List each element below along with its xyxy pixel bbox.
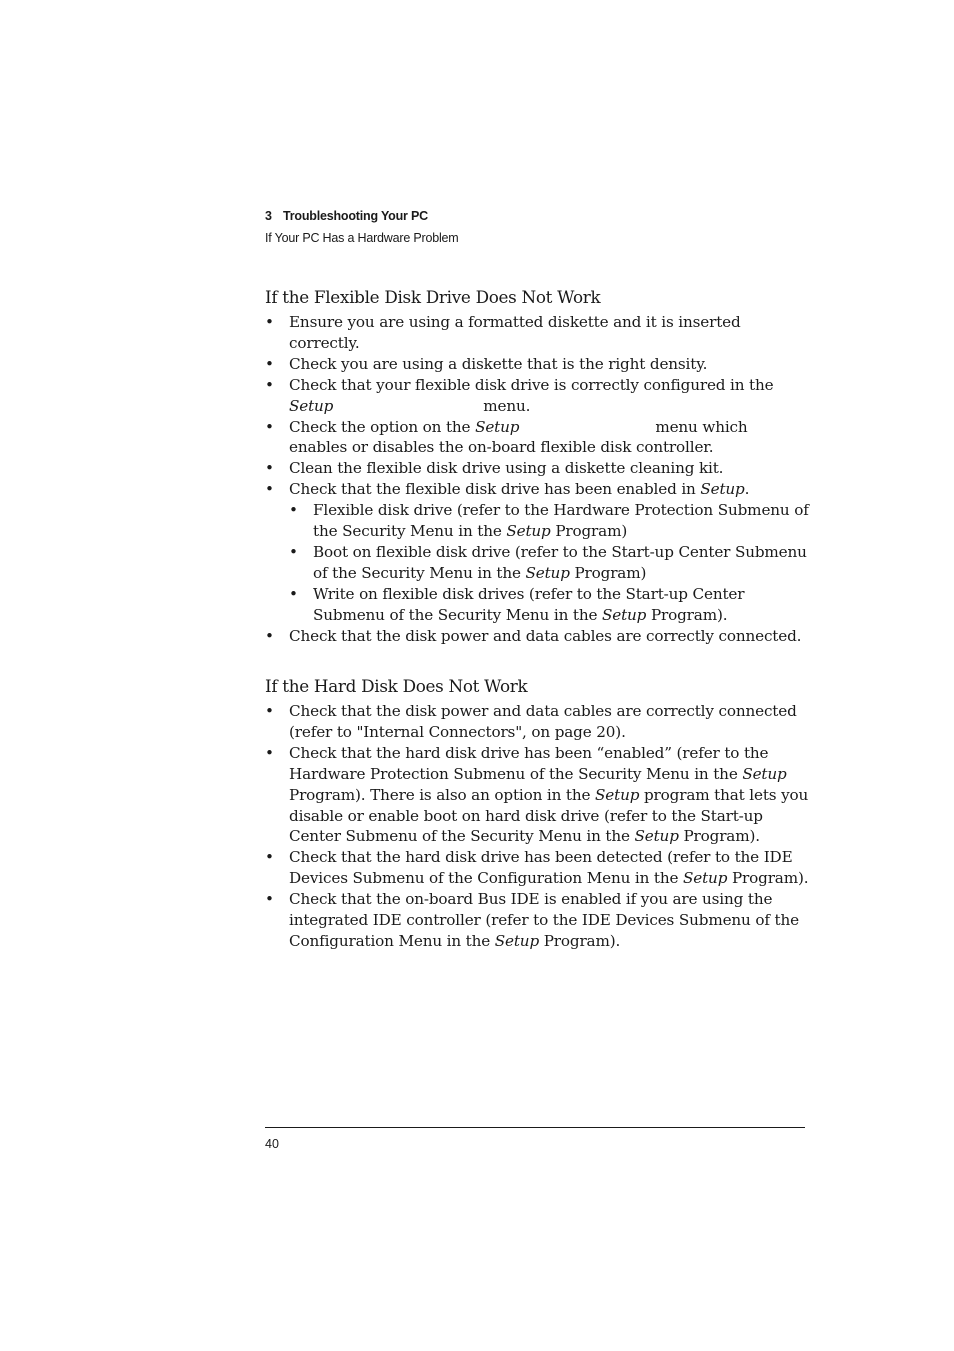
setup-term: Setup [475,417,520,436]
list-item: • Check that the on-board Bus IDE is enabled if you are using the integrated IDE controller (refer to the IDE Devices Submenu of the Configuration Menu in the Setup Program). [265,890,799,950]
setup-term: Setup [742,764,787,783]
setup-term: Setup [506,522,551,541]
running-header [265,206,459,248]
bullet: • [265,459,274,478]
setup-term: Setup [634,827,679,846]
bullet: • [265,890,274,909]
bullet: • [265,626,274,645]
setup-term: Setup [494,931,540,950]
list-item: • Check that the hard disk drive has been “enabled” (refer to the Hardware Protection Submenu of the Security Menu in the Setup Program). There is also an option in the Setup program that lets you disable or enable boot on hard disk drive (refer to the Start-up Center Submenu of the Security Menu in the Setup Program). [265,743,809,846]
bullet: • [265,743,274,762]
bullet: • [289,542,298,561]
bullet: • [289,501,298,520]
sub-list-item: • Flexible disk drive (refer to the Hardware Protection Submenu of the Security Menu in the Setup Program) [289,501,809,541]
footer-rule [265,1127,805,1128]
flexible-disk-heading: If the Flexible Disk Drive Does Not Work [265,287,601,307]
chapter-number: 3 [265,209,272,223]
bullet: • [265,313,274,331]
bullet: • [265,417,274,436]
hard-disk-list [265,701,810,952]
page-number: 40 [265,1137,279,1151]
list-item: • Check the option on the Setup menu which enables or disables the on-board flexible disk controller. [265,417,748,457]
list-item: • Check that the hard disk drive has been detected (refer to the IDE Devices Submenu of the Configuration Menu in the Setup Program). [265,848,809,888]
flexible-disk-sublist [289,500,810,625]
flexible-disk-list [265,312,810,647]
setup-term: Setup [525,563,570,582]
bullet: • [289,584,298,603]
flexible-disk-section [265,286,810,647]
chapter-title: Troubleshooting Your PC [283,209,428,223]
hard-disk-heading: If the Hard Disk Does Not Work [265,676,528,696]
sub-list-item: • Write on flexible disk drives (refer to the Start-up Center Submenu of the Security Menu in the Setup Program). [289,584,745,624]
sub-list-item: • Boot on flexible disk drive (refer to the Start-up Center Submenu of the Security Menu in the Setup Program) [289,542,807,582]
bullet: • [265,480,274,499]
setup-term: Setup [602,605,647,624]
chapter-heading [265,206,459,226]
list-item: • Check that the disk power and data cables are correctly connected. [265,626,802,645]
setup-term: Setup [700,480,745,499]
hard-disk-section [265,675,810,952]
setup-term: Setup [289,396,334,415]
bullet: • [265,848,274,867]
list-item: • Check you are using a diskette that is the right density. [265,354,708,373]
list-item: • Clean the flexible disk drive using a diskette cleaning kit. [265,459,724,478]
bullet: • [265,354,274,373]
setup-term: Setup [595,785,640,804]
list-item: • Ensure you are using a formatted diskette and it is inserted correctly. [265,313,741,352]
setup-term: Setup [683,869,728,888]
bullet: • [265,702,274,720]
list-item: • Check that the disk power and data cables are correctly connected (refer to "Internal Connectors", on page 20). [265,702,797,741]
list-item: • Check that the flexible disk drive has been enabled in Setup. • Flexible disk drive (refer to the Hardware Protection Submenu of the Security Menu in the Setup Program) • Boot on flexible disk drive (refer to the Start-up Center Submenu of the Security Menu in the Setup Program) • Write on flexible disk drives (refer to the Start-up Center Submenu of the Security Menu in the Setup Program). [265,480,809,624]
list-item: • Check that your flexible disk drive is correctly configured in the Setup menu. [265,375,774,415]
bullet: • [265,375,274,394]
section-title: If Your PC Has a Hardware Problem [265,231,459,245]
